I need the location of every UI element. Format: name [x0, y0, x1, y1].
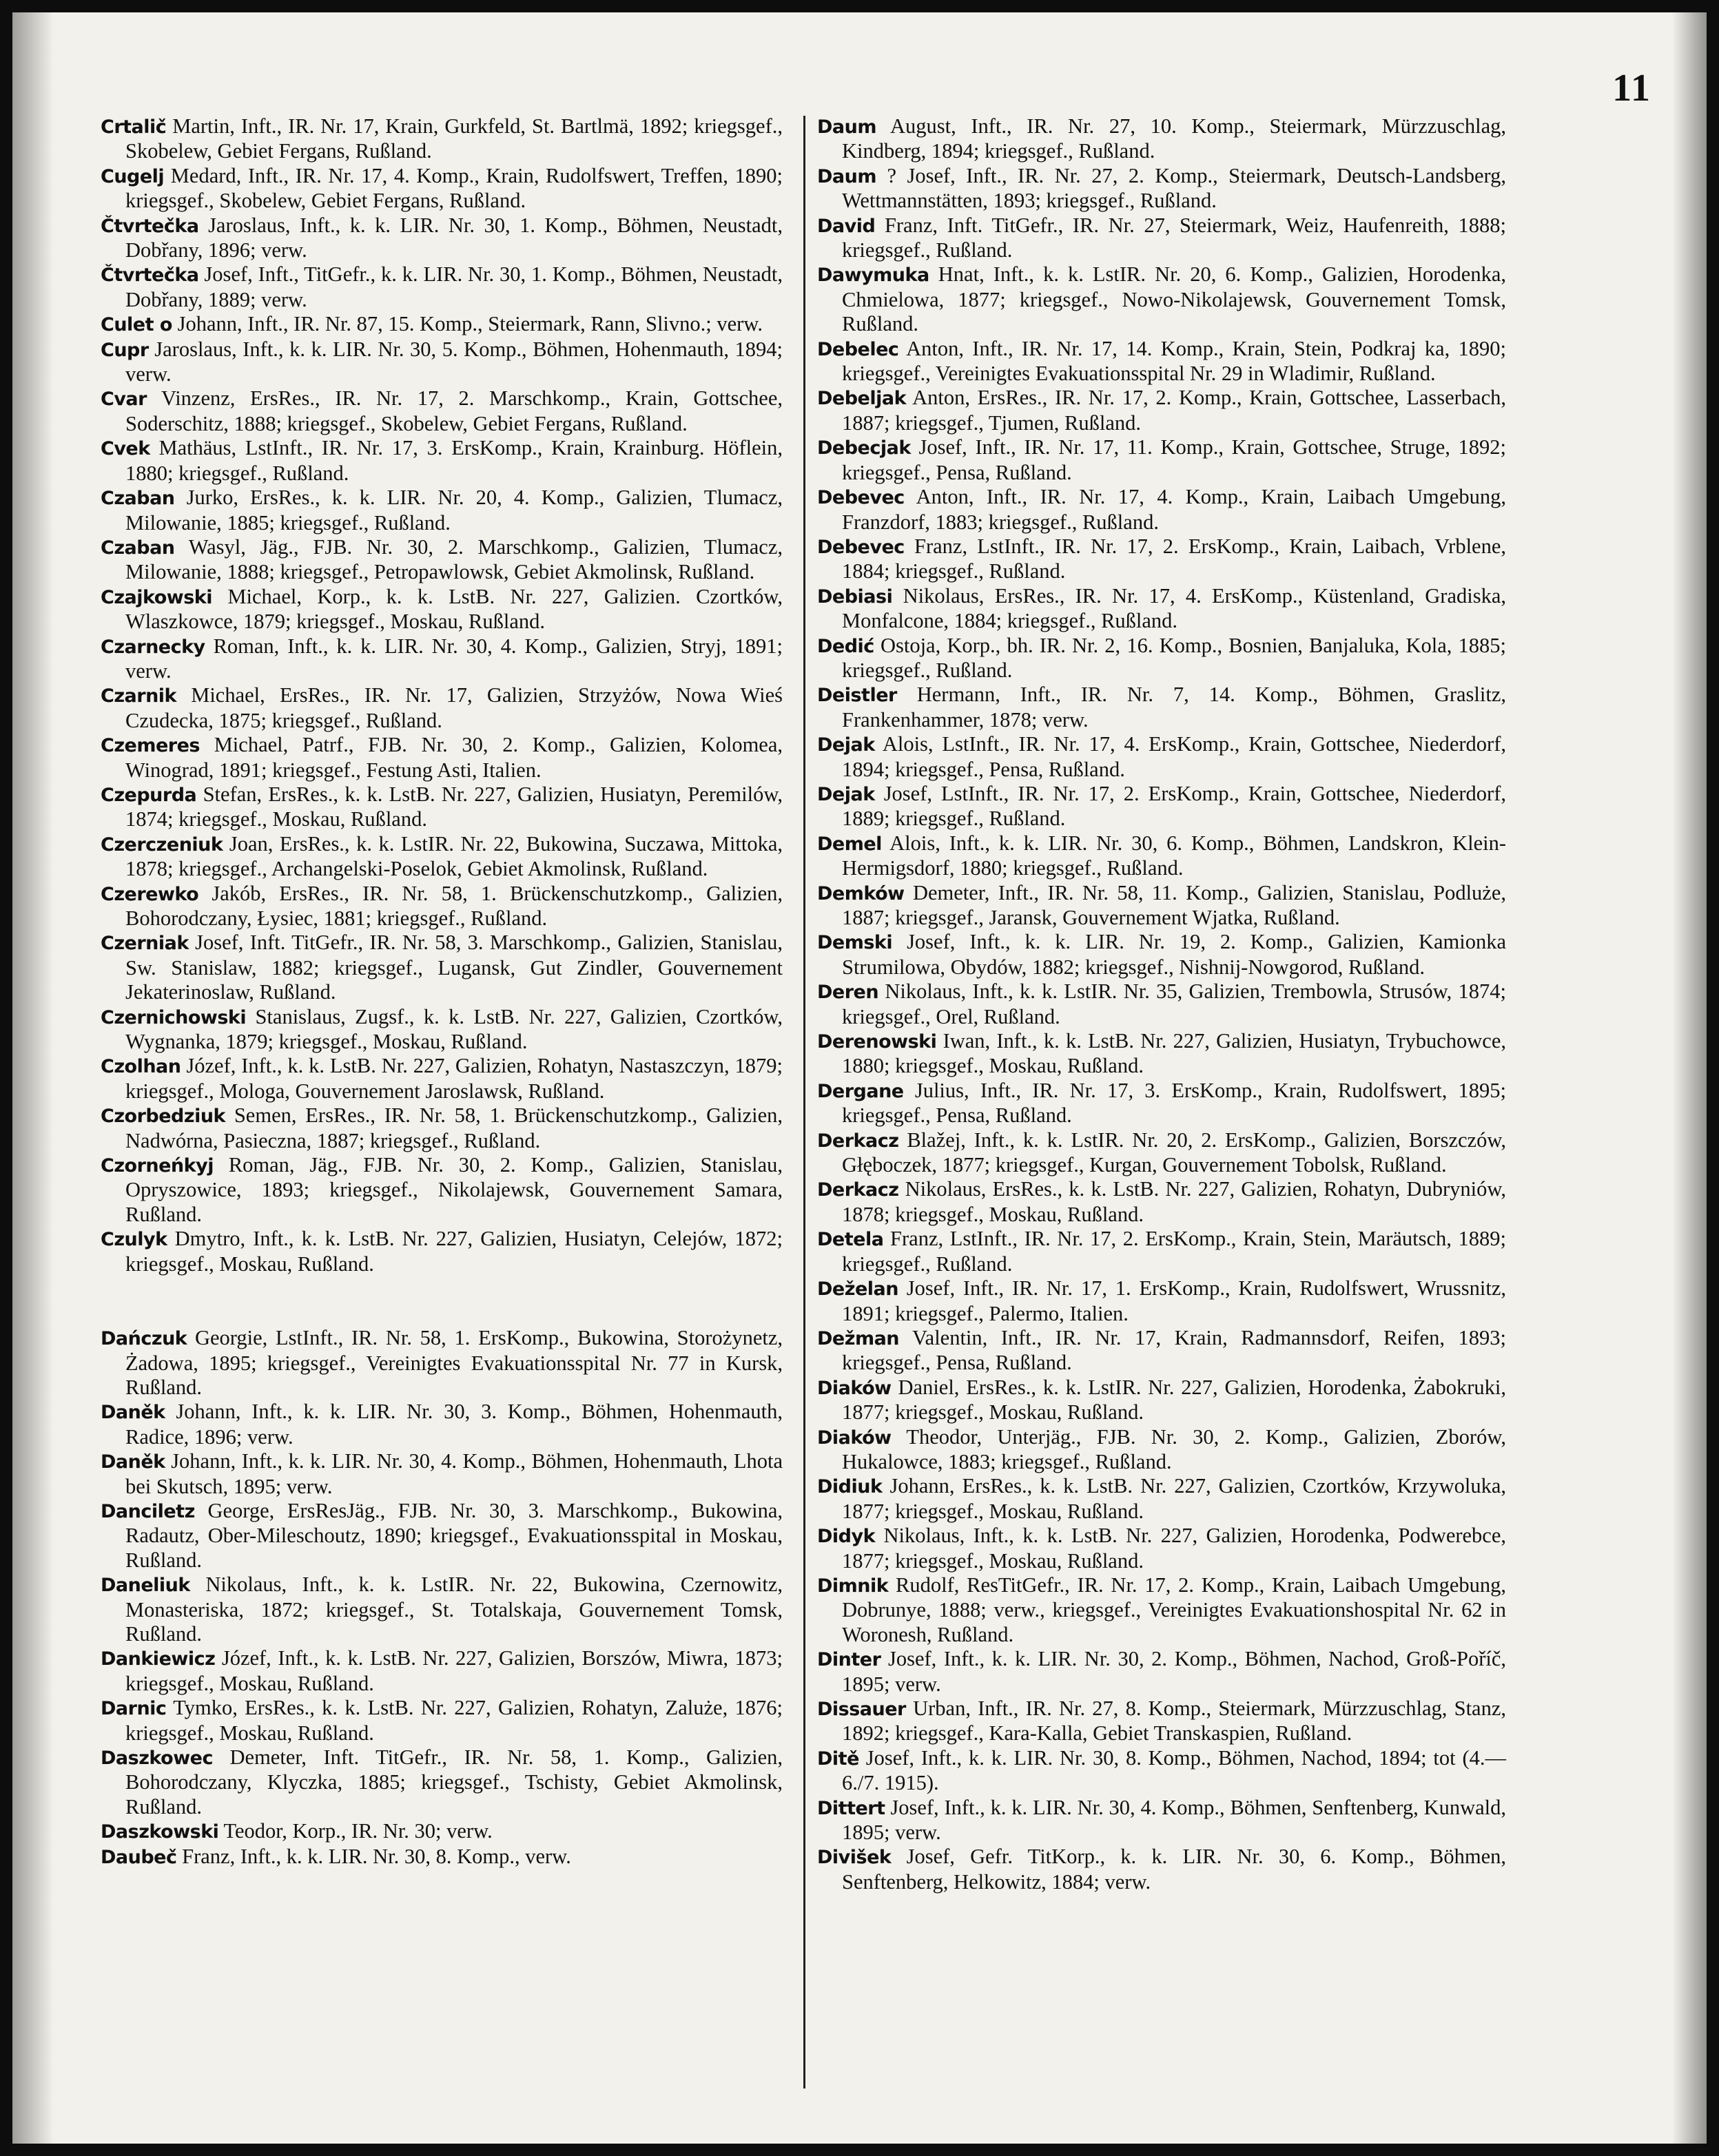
entry-details: Jaroslaus, Inft., k. k. LIR. Nr. 30, 1. Komp., Böhmen, Neustadt, Dobřany, 1896; verw. [125, 213, 783, 262]
register-entry [817, 1376, 1506, 1425]
entry-surname: Daněk [101, 1402, 165, 1424]
entry-details: Jaroslaus, Inft., k. k. LIR. Nr. 30, 5. Komp., Böhmen, Hohenmauth, 1894; verw. [125, 337, 783, 386]
register-entry [817, 1474, 1506, 1524]
right-entries [817, 114, 1506, 1894]
register-entry [817, 1845, 1506, 1894]
entry-surname: Daszkowec [101, 1748, 213, 1769]
entry-details: Joan, ErsRes., k. k. LstIR. Nr. 22, Bukowina, Suczawa, Mittoka, 1878; kriegsgef., Archangelski-Poselok, Gebiet Akmolinsk, Rußland. [125, 831, 783, 881]
entry-details: Medard, Inft., IR. Nr. 17, 4. Komp., Krain, Rudolfswert, Treffen, 1890; kriegsgef., Skobelew, Gebiet Fergans, Rußland. [125, 163, 783, 213]
register-entry [817, 535, 1506, 584]
entry-details: Johann, ErsRes., k. k. LstB. Nr. 227, Galizien, Czortków, Krzywoluka, 1877; kriegsgef., Moskau, Rußland. [842, 1474, 1506, 1523]
entry-surname: Dergane [817, 1080, 904, 1102]
entry-details: Anton, ErsRes., IR. Nr. 17, 2. Komp., Krain, Gottschee, Lasserbach, 1887; kriegsgef., Tjumen, Rußland. [842, 386, 1506, 435]
entry-surname: Czerniak [101, 933, 189, 955]
register-entry [817, 683, 1506, 732]
entry-surname: Czerczeniuk [101, 833, 223, 856]
entry-surname: Diaków [817, 1377, 892, 1399]
entry-details: Alois, LstInft., IR. Nr. 17, 4. ErsKomp., Krain, Gottschee, Niederdorf, 1894; kriegsgef., Pensa, Rußland. [842, 732, 1506, 781]
entry-surname: Czernichowski [101, 1006, 247, 1028]
entry-details: Josef, LstInft., IR. Nr. 17, 2. ErsKomp., Krain, Gottschee, Niederdorf, 1889; kriegsgef., Rußland. [842, 781, 1506, 831]
entry-details: Michael, Korp., k. k. LstB. Nr. 227, Galizien. Czortków, Wlaszkowce, 1879; kriegsgef., Moskau, Rußland. [125, 584, 783, 634]
register-entry [101, 1845, 783, 1869]
entry-details: Tymko, ErsRes., k. k. LstB. Nr. 227, Galizien, Rohatyn, Zaluże, 1876; kriegsgef., Moskau, Rußland. [125, 1696, 783, 1745]
entry-surname: Darnic [101, 1698, 167, 1720]
register-entry [817, 782, 1506, 831]
entry-surname: Demków [817, 882, 905, 904]
entry-surname: Debelec [817, 338, 899, 360]
entry-details: Anton, Inft., IR. Nr. 17, 14. Komp., Krain, Stein, Podkraj ka, 1890; kriegsgef., Vereinigtes Evakuationsspital Nr. 29 in Wladimir, Rußland. [842, 336, 1506, 386]
register-entry [817, 930, 1506, 979]
entry-surname: Derkacz [817, 1130, 899, 1152]
entry-details: Stanislaus, Zugsf., k. k. LstB. Nr. 227, Galizien, Czortków, Wygnanka, 1879; kriegsgef., Moskau, Rußland. [125, 1004, 783, 1054]
entry-surname: Dežman [817, 1327, 900, 1349]
register-entry [101, 733, 783, 782]
entry-details: Michael, ErsRes., IR. Nr. 17, Galizien, Strzyżów, Nowa Wieś Czudecka, 1875; kriegsgef., Rußland. [125, 683, 783, 732]
entry-surname: Daubeč [101, 1846, 177, 1868]
entry-surname: Čtvrtečka [101, 215, 199, 237]
entry-details: Josef, Inft., k. k. LIR. Nr. 19, 2. Komp., Galizien, Kamionka Strumilowa, Obydów, 1882; kriegsgef., Nishnij-Nowgorod, Rußland. [842, 930, 1506, 979]
entry-surname: Czorneńkyj [101, 1155, 214, 1177]
entry-surname: Deistler [817, 685, 897, 707]
entry-surname: Dawymuka [817, 265, 929, 287]
register-entry [101, 1400, 783, 1449]
entry-surname: Czolhan [101, 1056, 181, 1078]
register-entry [101, 782, 783, 832]
register-entry [817, 1796, 1506, 1845]
entry-details: Semen, ErsRes., IR. Nr. 58, 1. Brückenschutzkomp., Galizien, Nadwórna, Pasieczna, 1887; kriegsgef., Rußland. [125, 1103, 783, 1152]
register-entry [101, 114, 783, 164]
group-gap [101, 1276, 783, 1326]
register-entry [817, 584, 1506, 634]
entry-surname: Cugelj [101, 165, 165, 187]
register-entry [817, 831, 1506, 881]
register-entry [817, 386, 1506, 435]
register-entry [101, 931, 783, 1004]
entry-surname: Debevec [817, 487, 905, 509]
entry-surname: Debevec [817, 536, 905, 558]
entry-details: Demeter, Inft. TitGefr., IR. Nr. 58, 1. Komp., Galizien, Bohorodczany, Klyczka, 1885; kriegsgef., Tschisty, Gebiet Akmolinsk, Rußland. [125, 1745, 783, 1818]
register-entry [817, 114, 1506, 164]
entry-details: Józef, Inft., k. k. LstB. Nr. 227, Galizien, Borszów, Miwra, 1873; kriegsgef., Moskau, Rußland. [125, 1646, 783, 1695]
entry-details: Nikolaus, Inft., k. k. LstIR. Nr. 22, Bukowina, Czernowitz, Monasteriska, 1872; kriegsgef., St. Totalskaja, Gouvernement Tomsk, Rußland. [125, 1573, 783, 1646]
entry-surname: Debiasi [817, 585, 893, 608]
entry-surname: Cvek [101, 438, 150, 460]
register-entry [817, 1573, 1506, 1647]
right-column [817, 114, 1506, 1894]
register-entry [101, 1103, 783, 1153]
entry-details: Dmytro, Inft., k. k. LstB. Nr. 227, Galizien, Husiatyn, Celejów, 1872; kriegsgef., Moskau, Rußland. [125, 1227, 783, 1276]
register-entry [101, 1153, 783, 1227]
entry-surname: Diaków [817, 1427, 892, 1449]
register-entry [101, 1326, 783, 1400]
register-entry [101, 164, 783, 214]
left-group-c-names [101, 114, 783, 1276]
entry-details: ? Josef, Inft., IR. Nr. 27, 2. Komp., Steiermark, Deutsch-Landsberg, Wettmannstätten, 1893; kriegsgef., Rußland. [842, 163, 1506, 213]
entry-surname: Divišek [817, 1847, 892, 1869]
register-entry [817, 262, 1506, 336]
register-entry [101, 1054, 783, 1103]
register-entry [101, 1745, 783, 1819]
register-entry [817, 164, 1506, 214]
entry-surname: Daum [817, 116, 876, 138]
register-entry [817, 1425, 1506, 1475]
entry-details: Josef, Gefr. TitKorp., k. k. LIR. Nr. 30, 6. Komp., Böhmen, Senftenberg, Helkowitz, 1884; verw. [842, 1845, 1507, 1894]
register-entry [101, 1696, 783, 1745]
entry-surname: Czemeres [101, 735, 200, 757]
register-entry [817, 1746, 1506, 1796]
entry-details: Nikolaus, Inft., k. k. LstIR. Nr. 35, Galizien, Trembowla, Strusów, 1874; kriegsgef., Orel, Rußland. [842, 979, 1507, 1028]
entry-surname: Derkacz [817, 1179, 899, 1201]
entry-details: Josef, Inft., k. k. LIR. Nr. 30, 4. Komp., Böhmen, Senftenberg, Kunwald, 1895; verw. [842, 1795, 1506, 1845]
entry-surname: Deren [817, 982, 879, 1004]
entry-surname: Didyk [817, 1526, 876, 1548]
entry-surname: Deželan [817, 1278, 898, 1300]
register-entry [817, 485, 1506, 535]
scan-shadow-right [1672, 12, 1707, 2144]
entry-surname: Cvar [101, 388, 147, 411]
entry-surname: Czerewko [101, 883, 199, 905]
entry-surname: Czarnecky [101, 636, 205, 658]
entry-details: Franz, LstInft., IR. Nr. 17, 2. ErsKomp., Krain, Laibach, Vrblene, 1884; kriegsgef., Rußland. [842, 534, 1507, 583]
entry-details: Hermann, Inft., IR. Nr. 7, 14. Komp., Böhmen, Graslitz, Frankenhammer, 1878; verw. [842, 683, 1507, 732]
entry-details: Franz, Inft. TitGefr., IR. Nr. 27, Steiermark, Weiz, Haufenreith, 1888; kriegsgef., Rußland. [842, 213, 1507, 262]
entry-details: Josef, Inft. TitGefr., IR. Nr. 58, 3. Marschkomp., Galizien, Stanislau, Sw. Stanislaw, 1882; kriegsgef., Lugansk, Gut Zindler, Gouvernement Jekaterinoslaw, Rußland. [125, 931, 783, 1004]
entry-details: Jakób, ErsRes., IR. Nr. 58, 1. Brückenschutzkomp., Galizien, Bohorodczany, Łysiec, 1881; kriegsgef., Rußland. [125, 881, 783, 930]
left-group-d-names [101, 1326, 783, 1869]
entry-details: Josef, Inft., IR. Nr. 17, 11. Komp., Krain, Gottschee, Struge, 1892; kriegsgef., Pensa, Rußland. [842, 435, 1507, 484]
register-entry [101, 1646, 783, 1696]
entry-surname: Demski [817, 932, 893, 954]
entry-details: Jurko, ErsRes., k. k. LIR. Nr. 20, 4. Komp., Galizien, Tlumacz, Milowanie, 1885; kriegsgef., Rußland. [125, 486, 783, 535]
register-entry [817, 1128, 1506, 1178]
register-entry [817, 1647, 1506, 1697]
entry-surname: Čtvrtečka [101, 265, 199, 287]
register-entry [101, 312, 783, 337]
entry-details: Demeter, Inft., IR. Nr. 58, 11. Komp., Galizien, Stanislau, Podluże, 1887; kriegsgef., Jaransk, Gouvernement Wjatka, Rußland. [842, 880, 1506, 929]
entry-details: Julius, Inft., IR. Nr. 17, 3. ErsKomp., Krain, Rudolfswert, 1895; kriegsgef., Pensa, Rußland. [842, 1078, 1507, 1128]
entry-details: Franz, Inft., k. k. LIR. Nr. 30, 8. Komp., verw. [182, 1844, 571, 1868]
entry-surname: Dedić [817, 635, 874, 657]
register-entry [101, 1499, 783, 1573]
entry-surname: Czepurda [101, 784, 197, 806]
entry-details: Georgie, LstInft., IR. Nr. 58, 1. ErsKomp., Bukowina, Storożynetz, Żadowa, 1895; kriegsgef., Vereinigtes Evakuationsspital Nr. 77 in Kursk, Rußland. [125, 1326, 783, 1399]
entry-surname: Dejak [817, 783, 875, 805]
register-entry [101, 1819, 783, 1844]
entry-details: Nikolaus, ErsRes., IR. Nr. 17, 4. ErsKomp., Küstenland, Gradiska, Monfalcone, 1884; kriegsgef., Rußland. [842, 583, 1507, 633]
register-entry [101, 832, 783, 882]
entry-surname: Dejak [817, 734, 875, 756]
entry-details: Mathäus, LstInft., IR. Nr. 17, 3. ErsKomp., Krain, Krainburg. Höflein, 1880; kriegsgef., Rußland. [125, 436, 783, 485]
register-entry [101, 214, 783, 263]
entry-details: Franz, LstInft., IR. Nr. 17, 2. ErsKomp., Krain, Stein, Maräutsch, 1889; kriegsgef., Rußland. [842, 1227, 1506, 1276]
entry-details: Nikolaus, Inft., k. k. LstB. Nr. 227, Galizien, Horodenka, Podwerebce, 1877; kriegsgef., Moskau, Rußland. [842, 1524, 1506, 1573]
register-entry [101, 262, 783, 312]
entry-surname: Derenowski [817, 1031, 937, 1053]
register-entry [101, 436, 783, 486]
entry-details: Josef, Inft., k. k. LIR. Nr. 30, 8. Komp., Böhmen, Nachod, 1894; tot (4.—6./7. 1915). [842, 1745, 1507, 1795]
register-entry [817, 1079, 1506, 1128]
entry-details: Johann, Inft., IR. Nr. 87, 15. Komp., Steiermark, Rann, Slivno.; verw. [177, 312, 763, 336]
register-entry [101, 338, 783, 387]
entry-details: Stefan, ErsRes., k. k. LstB. Nr. 227, Galizien, Husiatyn, Peremilów, 1874; kriegsgef., Moskau, Rußland. [125, 782, 783, 831]
entry-details: Daniel, ErsRes., k. k. LstIR. Nr. 227, Galizien, Horodenka, Żabokruki, 1877; kriegsgef., Moskau, Rußland. [842, 1375, 1507, 1424]
register-entry [817, 1029, 1506, 1079]
entry-surname: Czulyk [101, 1229, 167, 1251]
entry-surname: Dimnik [817, 1575, 889, 1597]
entry-details: Blažej, Inft., k. k. LstIR. Nr. 20, 2. ErsKomp., Galizien, Borszczów, Głęboczek, 1877; kriegsgef., Kurgan, Gouvernement Tobolsk, Rußland. [842, 1128, 1506, 1177]
register-entry [101, 1449, 783, 1499]
entry-details: Michael, Patrf., FJB. Nr. 30, 2. Komp., Galizien, Kolomea, Winograd, 1891; kriegsgef., Festung Asti, Italien. [125, 733, 783, 782]
register-entry [817, 1177, 1506, 1227]
entry-surname: Daszkowski [101, 1821, 219, 1843]
entry-surname: Detela [817, 1229, 884, 1251]
entry-details: Nikolaus, ErsRes., k. k. LstB. Nr. 227, Galizien, Rohatyn, Dubryniów, 1878; kriegsgef., Moskau, Rußland. [842, 1177, 1506, 1226]
register-entry [817, 1227, 1506, 1276]
register-entry [817, 435, 1506, 485]
entry-details: Anton, Inft., IR. Nr. 17, 4. Komp., Krain, Laibach Umgebung, Franzdorf, 1883; kriegsgef., Rußland. [842, 485, 1506, 534]
register-entry [817, 881, 1506, 931]
entry-surname: Czajkowski [101, 586, 213, 608]
entry-details: Vinzenz, ErsRes., IR. Nr. 17, 2. Marschkomp., Krain, Gottschee, Soderschitz, 1888; kriegsgef., Skobelew, Gebiet Fergans, Rußland. [125, 386, 783, 435]
register-entry [817, 1524, 1506, 1573]
entry-surname: Debeljak [817, 388, 907, 410]
entry-surname: Daneliuk [101, 1575, 190, 1597]
register-entry [101, 585, 783, 634]
register-entry [817, 1276, 1506, 1326]
entry-surname: Czaban [101, 488, 175, 510]
entry-details: Martin, Inft., IR. Nr. 17, Krain, Gurkfeld, St. Bartlmä, 1892; kriegsgef., Skobelew, Gebiet Fergans, Rußland. [125, 114, 783, 163]
entry-surname: Culet o [101, 314, 172, 336]
entry-surname: Dissauer [817, 1699, 906, 1720]
entry-details: Josef, Inft., IR. Nr. 17, 1. ErsKomp., Krain, Rudolfswert, Wrussnitz, 1891; kriegsgef., Palermo, Italien. [842, 1276, 1506, 1325]
column-divider [803, 116, 805, 2088]
entry-details: August, Inft., IR. Nr. 27, 10. Komp., Steiermark, Mürzzuschlag, Kindberg, 1894; kriegsgef., Rußland. [842, 114, 1506, 163]
entry-details: Johann, Inft., k. k. LIR. Nr. 30, 4. Komp., Böhmen, Hohenmauth, Lhota bei Skutsch, 1895; verw. [125, 1449, 783, 1498]
entry-details: Valentin, Inft., IR. Nr. 17, Krain, Radmannsdorf, Reifen, 1893; kriegsgef., Pensa, Rußland. [842, 1325, 1506, 1375]
entry-details: Roman, Inft., k. k. LIR. Nr. 30, 4. Komp., Galizien, Stryj, 1891; verw. [125, 634, 783, 683]
register-entry [817, 214, 1506, 263]
register-entry [817, 979, 1506, 1029]
entry-details: George, ErsResJäg., FJB. Nr. 30, 3. Marschkomp., Bukowina, Radautz, Ober-Mileschoutz, 1890; kriegsgef., Evakuationsspital in Moskau, Rußland. [125, 1498, 783, 1572]
register-entry [101, 486, 783, 535]
register-entry [101, 634, 783, 684]
register-entry [101, 882, 783, 931]
entry-details: Johann, Inft., k. k. LIR. Nr. 30, 3. Komp., Böhmen, Hohenmauth, Radice, 1896; verw. [125, 1400, 783, 1449]
entry-details: Alois, Inft., k. k. LIR. Nr. 30, 6. Komp., Böhmen, Landskron, Klein-Hermigsdorf, 1880; kriegsgef., Rußland. [842, 831, 1506, 880]
entry-surname: Didiuk [817, 1476, 883, 1498]
register-entry [817, 1326, 1506, 1376]
scan-shadow-left [12, 12, 54, 2144]
entry-details: Urban, Inft., IR. Nr. 27, 8. Komp., Steiermark, Mürzzuschlag, Stanz, 1892; kriegsgef., Kara-Kalla, Gebiet Transkaspien, Rußland. [842, 1697, 1506, 1745]
entry-surname: Czarnik [101, 685, 176, 707]
register-entry [817, 634, 1506, 683]
entry-surname: Dankiewicz [101, 1648, 216, 1670]
page-number: 11 [1612, 67, 1651, 110]
entry-details: Josef, Inft., TitGefr., k. k. LIR. Nr. 30, 1. Komp., Böhmen, Neustadt, Dobřany, 1889; verw. [125, 262, 783, 311]
entry-surname: Dittert [817, 1797, 885, 1819]
entry-details: Iwan, Inft., k. k. LstB. Nr. 227, Galizien, Husiatyn, Trybuchowce, 1880; kriegsgef., Moskau, Rußland. [842, 1029, 1506, 1078]
entry-details: Wasyl, Jäg., FJB. Nr. 30, 2. Marschkomp., Galizien, Tlumacz, Milowanie, 1888; kriegsgef., Petropawlowsk, Gebiet Akmolinsk, Rußland. [125, 535, 783, 584]
entry-surname: Dańczuk [101, 1328, 187, 1350]
entry-surname: Czorbedziuk [101, 1106, 226, 1128]
register-entry [817, 732, 1506, 782]
register-entry [101, 1005, 783, 1055]
entry-surname: Cupr [101, 339, 149, 361]
entry-surname: Danciletz [101, 1500, 195, 1522]
register-entry [101, 535, 783, 585]
entry-details: Roman, Jäg., FJB. Nr. 30, 2. Komp., Galizien, Stanislau, Opryszowice, 1893; kriegsgef., Nikolajewsk, Gouvernement Samara, Rußland. [125, 1153, 783, 1226]
entry-surname: Czaban [101, 537, 175, 559]
entry-details: Josef, Inft., k. k. LIR. Nr. 30, 2. Komp., Böhmen, Nachod, Groß-Poříč, 1895; verw. [842, 1647, 1506, 1696]
entry-surname: David [817, 215, 876, 237]
entry-details: Józef, Inft., k. k. LstB. Nr. 227, Galizien, Rohatyn, Nastaszczyn, 1879; kriegsgef., Mologa, Gouvernement Jaroslawsk, Rußland. [125, 1054, 783, 1103]
entry-surname: Daum [817, 165, 876, 187]
register-entry [817, 337, 1506, 386]
entry-surname: Dinter [817, 1649, 881, 1671]
register-entry [101, 683, 783, 733]
entry-surname: Crtalič [101, 116, 167, 138]
entry-details: Hnat, Inft., k. k. LstIR. Nr. 20, 6. Komp., Galizien, Horodenka, Chmielowa, 1877; kriegsgef., Nowo-Nikolajewsk, Gouvernement Tomsk, Rußland. [842, 262, 1507, 336]
register-entry [101, 1573, 783, 1646]
entry-surname: Ditě [817, 1748, 859, 1770]
entry-details: Ostoja, Korp., bh. IR. Nr. 2, 16. Komp., Bosnien, Banjaluka, Kola, 1885; kriegsgef., Rußland. [842, 633, 1506, 682]
register-entry [101, 386, 783, 436]
entry-details: Teodor, Korp., IR. Nr. 30; verw. [223, 1819, 493, 1843]
register-entry [101, 1227, 783, 1276]
register-entry [817, 1697, 1506, 1746]
entry-details: Theodor, Unterjäg., FJB. Nr. 30, 2. Komp., Galizien, Zborów, Hukalowce, 1883; kriegsgef., Rußland. [842, 1424, 1506, 1473]
left-column [101, 114, 783, 1869]
entry-surname: Daněk [101, 1451, 165, 1473]
entry-surname: Demel [817, 833, 882, 855]
entry-surname: Debecjak [817, 437, 911, 459]
entry-details: Rudolf, ResTitGefr., IR. Nr. 17, 2. Komp., Krain, Laibach Umgebung, Dobrunye, 1888; verw., kriegsgef., Vereinigtes Evakuationshospital Nr. 62 in Woronesh, Rußland. [842, 1573, 1507, 1646]
